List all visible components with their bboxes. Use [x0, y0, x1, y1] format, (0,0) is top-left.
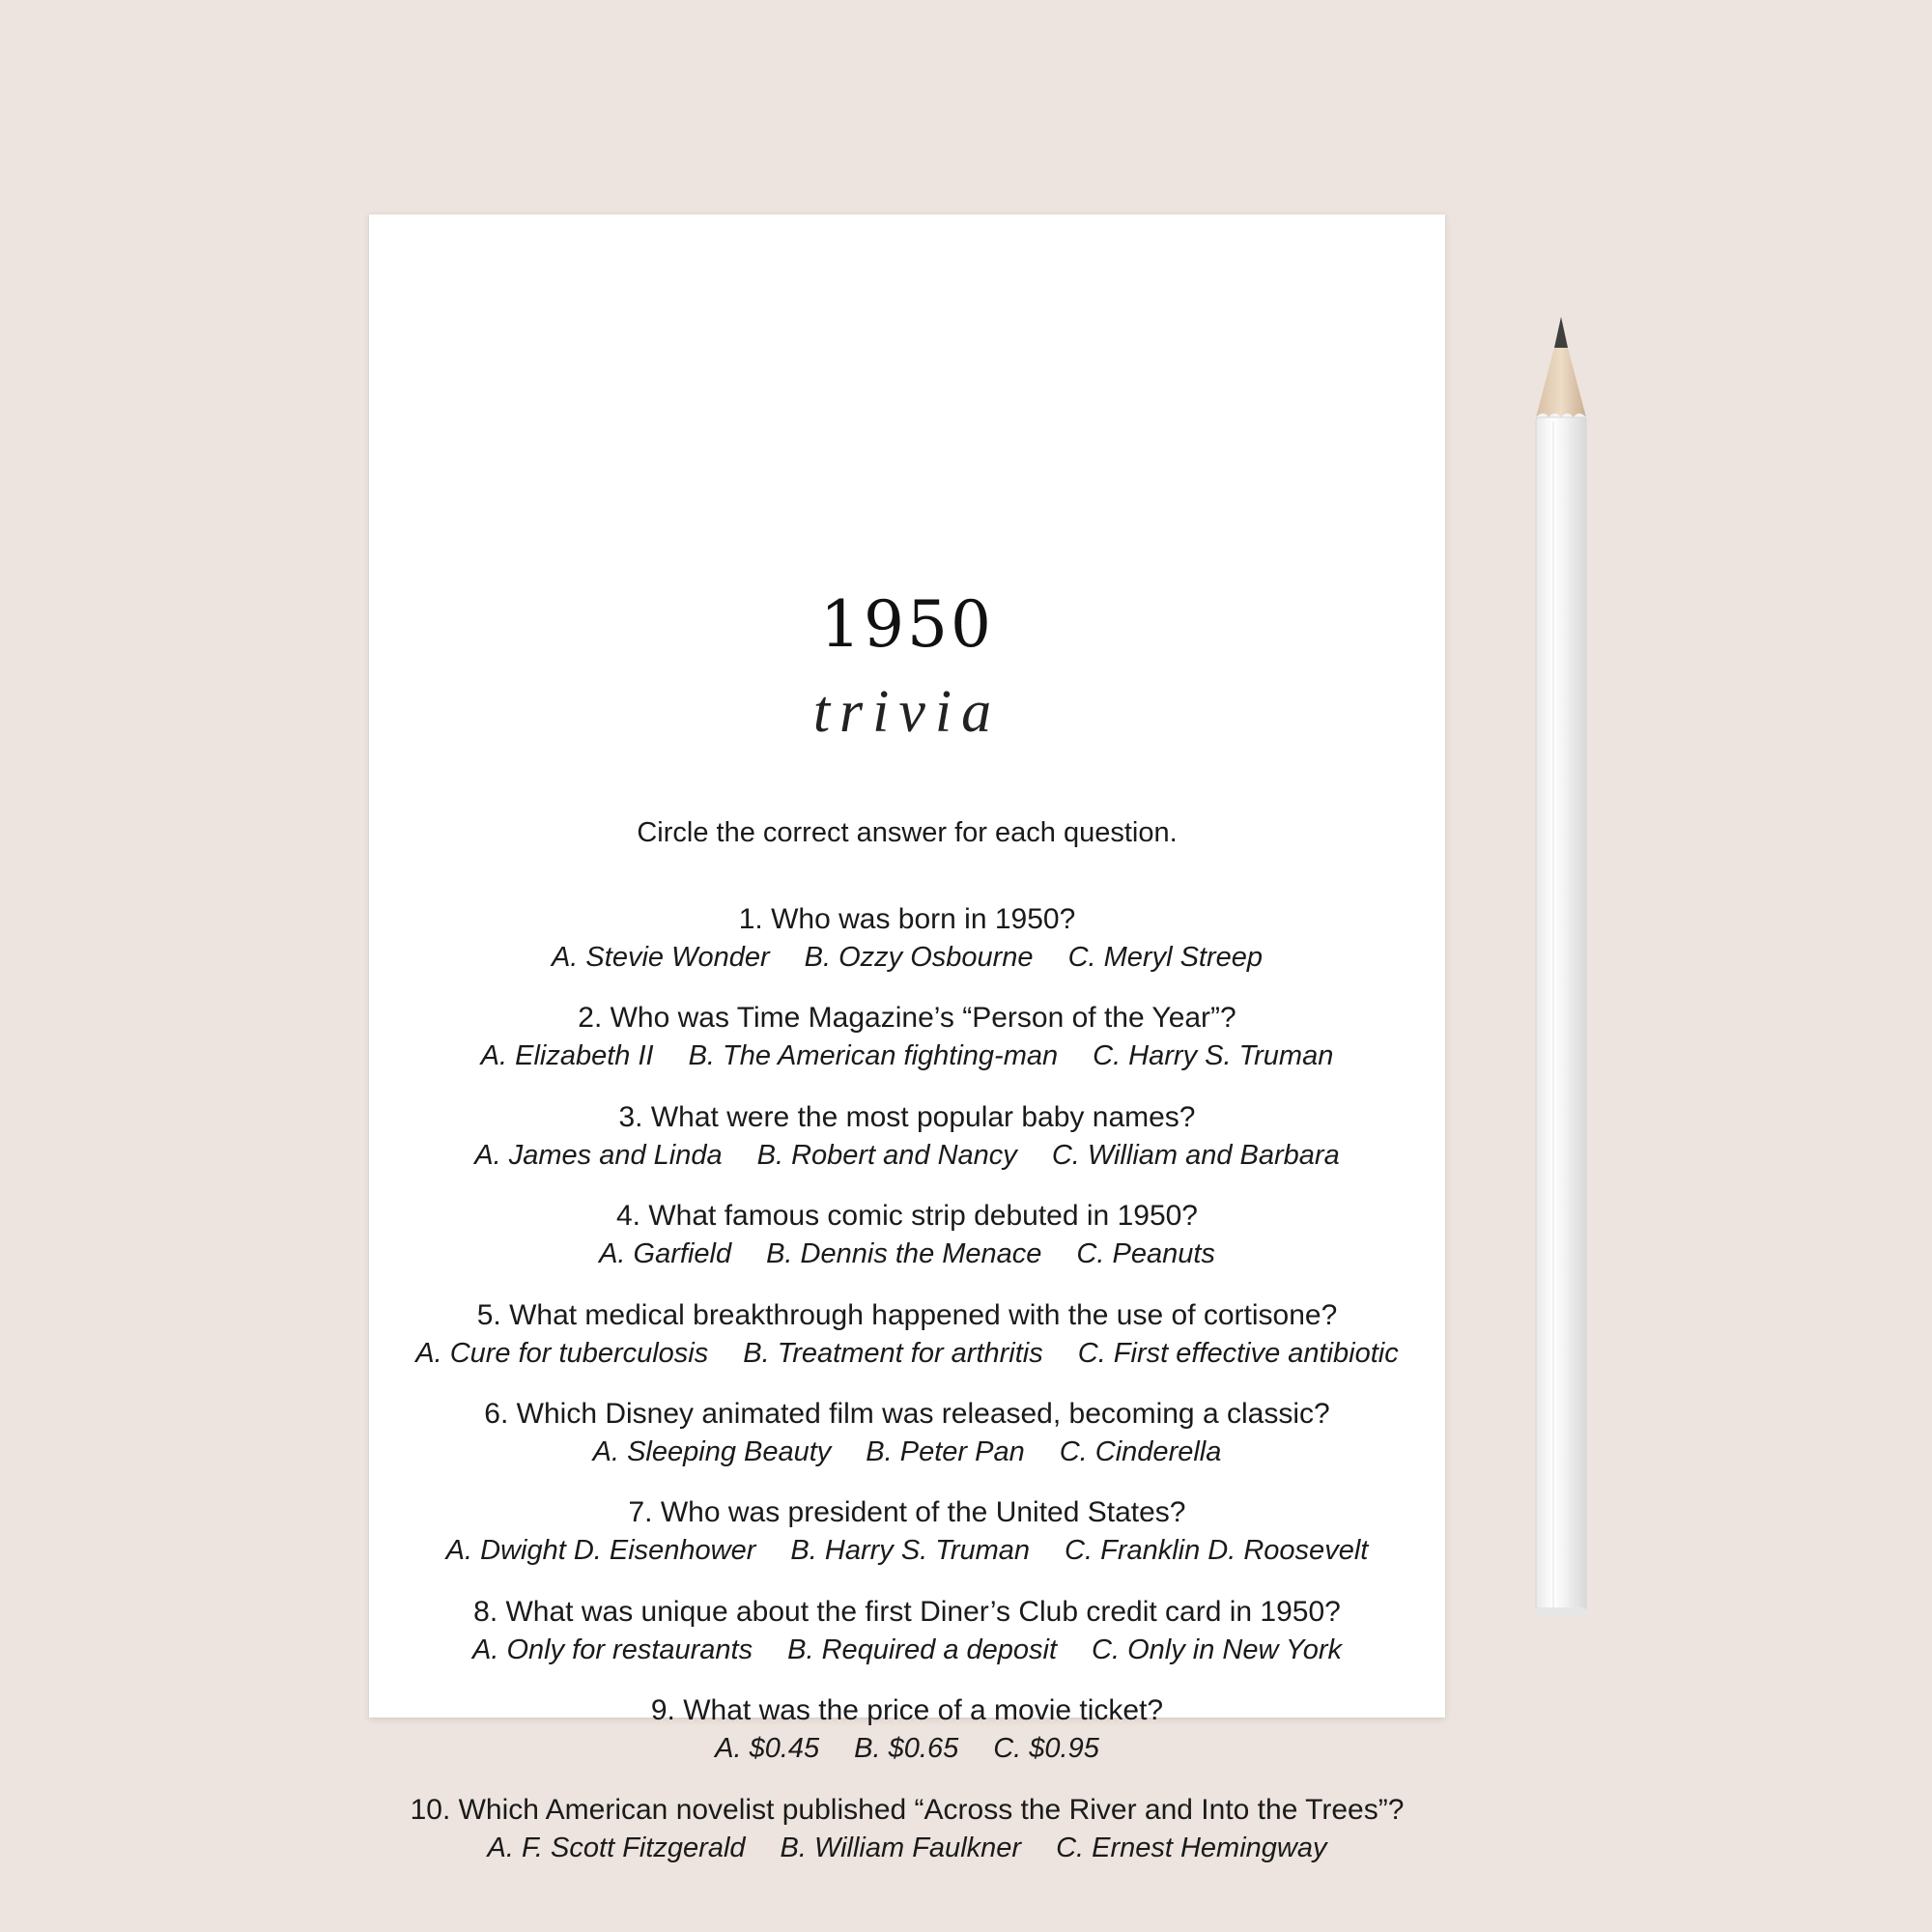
question-text: 10. Which American novelist published “Across the River and Into the Trees”? — [410, 1793, 1405, 1826]
question-block — [369, 901, 1445, 1000]
question-text: 2. Who was Time Magazine’s “Person of the Year”? — [578, 1002, 1236, 1035]
question-block — [369, 1297, 1445, 1396]
answer-options — [369, 1829, 1445, 1867]
question-block — [369, 1792, 1445, 1890]
answer-option[interactable]: C. Cinderella — [1059, 1435, 1222, 1467]
answer-options — [369, 1433, 1445, 1471]
answer-option[interactable]: B. Dennis the Menace — [766, 1238, 1042, 1270]
answer-option[interactable]: C. Harry S. Truman — [1093, 1040, 1334, 1072]
question-text: 6. Which Disney animated film was released, becoming a classic? — [484, 1397, 1330, 1430]
pencil-wood-icon — [1536, 348, 1586, 417]
question-text: 7. Who was president of the United States? — [628, 1496, 1186, 1529]
answer-option[interactable]: C. William and Barbara — [1051, 1139, 1340, 1171]
answer-option[interactable]: B. Peter Pan — [866, 1435, 1025, 1467]
question-text: 8. What was unique about the first Diner’s Club credit card in 1950? — [473, 1595, 1341, 1628]
question-text: 5. What medical breakthrough happened with the use of cortisone? — [476, 1298, 1338, 1331]
question-block — [369, 1198, 1445, 1296]
answer-option[interactable]: C. Ernest Hemingway — [1056, 1832, 1327, 1863]
answer-option[interactable]: B. Harry S. Truman — [790, 1535, 1031, 1567]
answer-option[interactable]: B. Robert and Nancy — [756, 1139, 1017, 1171]
answer-option[interactable]: C. Franklin D. Roosevelt — [1065, 1535, 1369, 1567]
answer-option[interactable]: A. James and Linda — [474, 1139, 723, 1171]
answer-option[interactable]: C. $0.95 — [993, 1733, 1099, 1765]
answer-option[interactable]: B. Treatment for arthritis — [743, 1337, 1043, 1369]
question-list — [369, 901, 1445, 1890]
card-subtitle: trivia — [812, 679, 1002, 745]
question-block — [369, 1000, 1445, 1098]
answer-option[interactable]: C. Peanuts — [1076, 1238, 1215, 1270]
answer-option[interactable]: B. The American fighting-man — [688, 1040, 1059, 1072]
answer-option[interactable]: A. Stevie Wonder — [551, 942, 770, 973]
answer-option[interactable]: B. Ozzy Osbourne — [804, 942, 1034, 973]
answer-option[interactable]: C. Only in New York — [1092, 1634, 1342, 1665]
answer-options — [369, 1531, 1445, 1570]
answer-option[interactable]: A. Sleeping Beauty — [592, 1435, 832, 1467]
question-block — [369, 1099, 1445, 1198]
answer-option[interactable]: A. Garfield — [599, 1238, 732, 1270]
answer-options — [369, 1729, 1445, 1768]
answer-option[interactable]: A. Dwight D. Eisenhower — [445, 1535, 756, 1567]
pencil-icon — [1532, 317, 1590, 1623]
question-text: 9. What was the price of a movie ticket? — [650, 1694, 1164, 1727]
trivia-card — [369, 214, 1445, 1863]
pencil-body-icon — [1536, 417, 1586, 1611]
answer-option[interactable]: B. $0.65 — [854, 1733, 959, 1765]
answer-options — [369, 1136, 1445, 1175]
answer-option[interactable]: A. Cure for tuberculosis — [415, 1337, 709, 1369]
answer-option[interactable]: C. Meryl Streep — [1067, 942, 1264, 973]
answer-options — [369, 938, 1445, 977]
answer-option[interactable]: A. Elizabeth II — [480, 1040, 654, 1072]
card-title-year: 1950 — [820, 587, 994, 662]
question-block — [369, 1396, 1445, 1494]
instruction-text: Circle the correct answer for each question. — [637, 817, 1178, 848]
answer-options — [369, 1037, 1445, 1075]
question-text: 3. What were the most popular baby names? — [618, 1100, 1196, 1133]
question-text: 1. Who was born in 1950? — [738, 903, 1076, 935]
pencil-lead-icon — [1554, 317, 1568, 348]
question-block — [369, 1494, 1445, 1593]
answer-options — [369, 1334, 1445, 1373]
answer-option[interactable]: B. William Faulkner — [780, 1832, 1022, 1863]
question-block — [369, 1594, 1445, 1692]
answer-options — [369, 1631, 1445, 1669]
answer-option[interactable]: A. Only for restaurants — [472, 1634, 753, 1665]
answer-option[interactable]: A. F. Scott Fitzgerald — [487, 1832, 746, 1863]
answer-options — [369, 1235, 1445, 1273]
answer-option[interactable]: A. $0.45 — [715, 1733, 820, 1765]
answer-option[interactable]: C. First effective antibiotic — [1077, 1337, 1399, 1369]
answer-option[interactable]: B. Required a deposit — [787, 1634, 1058, 1665]
question-text: 4. What famous comic strip debuted in 1950? — [616, 1200, 1198, 1233]
question-block — [369, 1692, 1445, 1791]
